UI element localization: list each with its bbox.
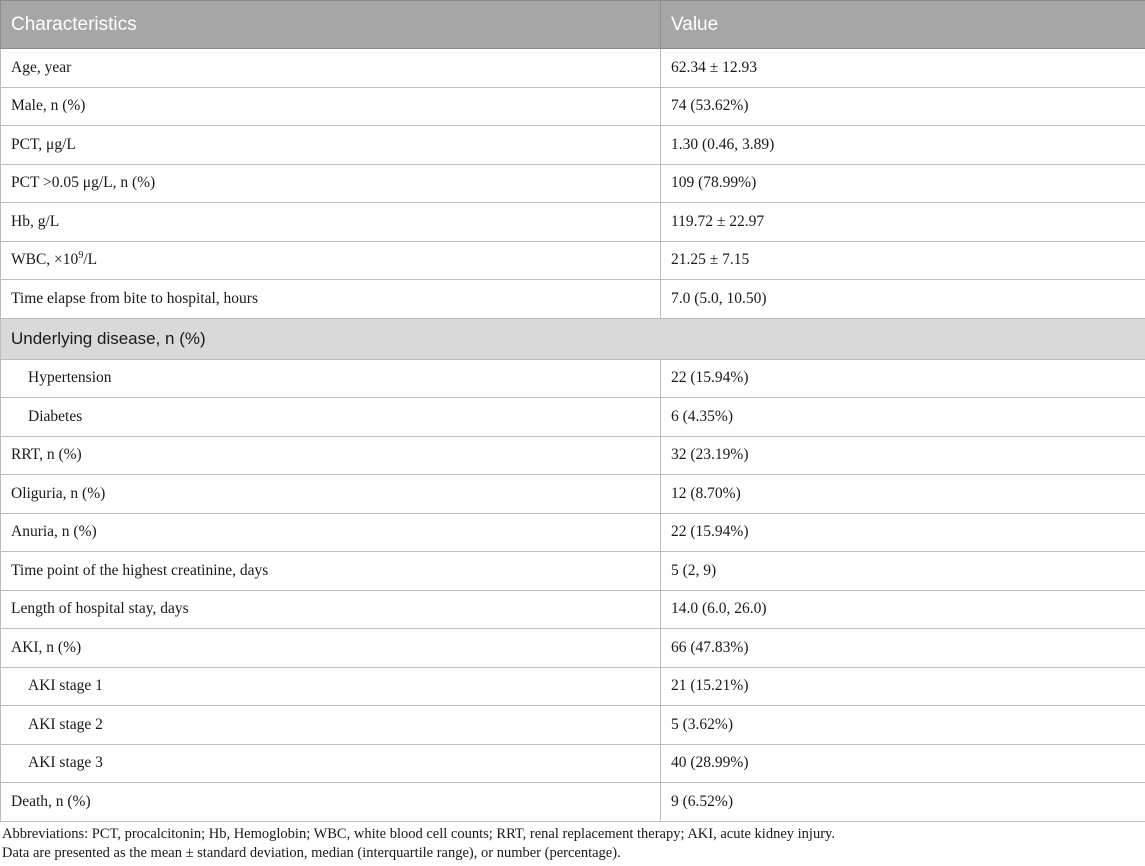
table-row [1,744,1145,783]
table-row [1,629,1145,668]
row-label: Age, year [1,49,661,88]
table-row [1,49,1145,88]
footnote-abbreviations: Abbreviations: PCT, procalcitonin; Hb, Hemoglobin; WBC, white blood cell counts; RRT, renal replacement therapy; AKI, acute kidney injury. [2,826,835,842]
table-row [1,590,1145,629]
row-label: Anuria, n (%) [1,513,661,552]
table-row [1,241,1145,280]
row-value: 74 (53.62%) [661,87,1145,126]
wbc-label-pre: WBC, ×10 [11,251,79,269]
table-row [1,126,1145,165]
row-value: 5 (3.62%) [661,706,1145,745]
row-value: 62.34 ± 12.93 [661,49,1145,88]
table-row [1,436,1145,475]
row-value: 21.25 ± 7.15 [661,241,1145,280]
table-row [1,280,1145,319]
row-value: 22 (15.94%) [661,513,1145,552]
wbc-label-post: /L [83,251,98,269]
section-row [1,318,1145,359]
table-row [1,552,1145,591]
row-label: Diabetes [1,398,661,437]
row-label: Time elapse from bite to hospital, hours [1,280,661,319]
header-row [1,1,1145,49]
table-row [1,359,1145,398]
row-label: Length of hospital stay, days [1,590,661,629]
row-value: 12 (8.70%) [661,475,1145,514]
table-row [1,398,1145,437]
table-row [1,475,1145,514]
section-label-underlying-disease: Underlying disease, n (%) [1,318,1145,359]
table-row [1,203,1145,242]
row-label: AKI, n (%) [1,629,661,668]
table-row [1,164,1145,203]
row-value: 7.0 (5.0, 10.50) [661,280,1145,319]
row-value: 9 (6.52%) [661,783,1145,822]
footnote-data-presentation: Data are presented as the mean ± standard deviation, median (interquartile range), or number (percentage). [2,845,621,861]
row-value: 32 (23.19%) [661,436,1145,475]
row-value: 40 (28.99%) [661,744,1145,783]
row-label [1,241,661,280]
header-value: Value [661,1,1145,49]
row-value: 109 (78.99%) [661,164,1145,203]
row-value: 119.72 ± 22.97 [661,203,1145,242]
header-characteristics: Characteristics [1,1,661,49]
row-label: AKI stage 1 [1,667,661,706]
table-row [1,706,1145,745]
wbc-label-exponent: 9 [78,250,84,262]
row-value: 5 (2, 9) [661,552,1145,591]
row-label: PCT, μg/L [1,126,661,165]
row-value: 66 (47.83%) [661,629,1145,668]
row-label: PCT >0.05 μg/L, n (%) [1,164,661,203]
table-row [1,87,1145,126]
row-label: RRT, n (%) [1,436,661,475]
row-value: 21 (15.21%) [661,667,1145,706]
row-value: 6 (4.35%) [661,398,1145,437]
row-value: 22 (15.94%) [661,359,1145,398]
table-row [1,667,1145,706]
table-row [1,513,1145,552]
row-label: Death, n (%) [1,783,661,822]
row-label: Hypertension [1,359,661,398]
row-label: Oliguria, n (%) [1,475,661,514]
table-row [1,783,1145,822]
row-label: Male, n (%) [1,87,661,126]
row-label: AKI stage 2 [1,706,661,745]
table-footnotes [2,825,1142,863]
row-label: AKI stage 3 [1,744,661,783]
row-label: Time point of the highest creatinine, days [1,552,661,591]
row-value: 1.30 (0.46, 3.89) [661,126,1145,165]
row-value: 14.0 (6.0, 26.0) [661,590,1145,629]
row-label: Hb, g/L [1,203,661,242]
